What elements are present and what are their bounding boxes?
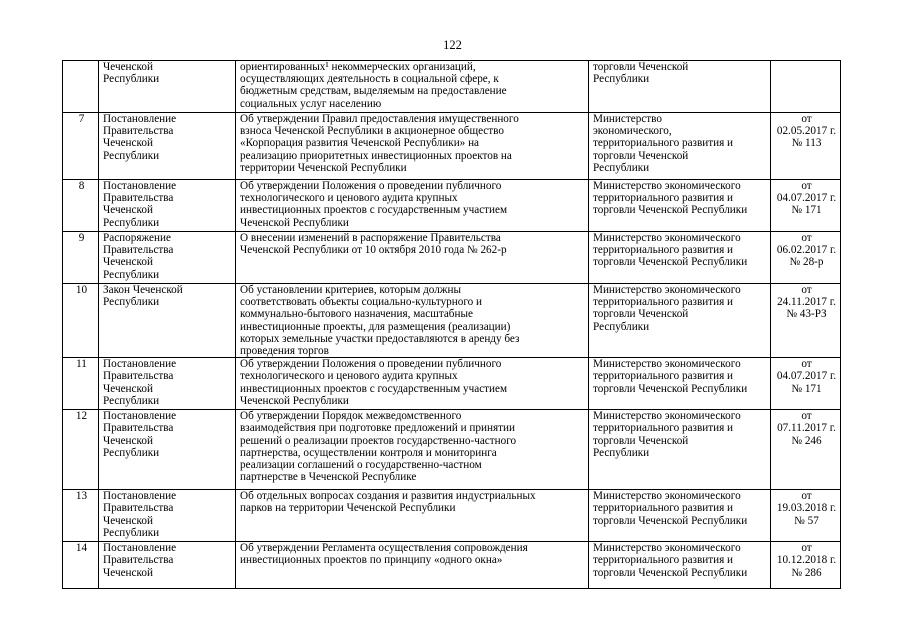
table-row: [63, 61, 841, 113]
document-title-line: партнерстве в Чеченской Республике: [240, 471, 417, 484]
row-number: 10: [63, 284, 99, 358]
table-row: [63, 113, 841, 180]
document-type-line: Правительства: [103, 244, 174, 257]
document-type-line: Республики: [103, 526, 160, 539]
document-title-line: Чеченской Республики: [240, 394, 349, 407]
responsible-body: [589, 410, 771, 490]
responsible-body-line: торговли Чеченской Республики: [593, 204, 748, 217]
row-number: 14: [63, 542, 99, 589]
document-title-line: инвестиционных проектов по принципу «одного окна»: [240, 554, 503, 567]
document-type-line: Республики: [103, 73, 160, 86]
document-title-line: взноса Чеченской Республики в акционерное общество: [240, 125, 504, 138]
document-type: [99, 232, 236, 284]
table-row: [63, 358, 841, 410]
document-title-line: «Корпорация развития Чеченской Республики» на: [240, 137, 480, 150]
document-date-number: от 04.07.2017 г. № 171: [771, 358, 841, 410]
document-date-number: от 07.11.2017 г. № 246: [771, 410, 841, 490]
document-type: [99, 61, 236, 113]
responsible-body: [589, 61, 771, 113]
document-type-line: Правительства: [103, 192, 174, 205]
responsible-body-line: Министерство экономического: [593, 542, 741, 555]
row-number: 12: [63, 410, 99, 490]
document-type-line: Закон Чеченской: [103, 284, 183, 296]
document-type-line: Правительства: [103, 125, 174, 138]
document-type-line: Постановление: [103, 542, 177, 555]
document-title: [236, 180, 589, 232]
document-type-line: Чеченской: [103, 434, 153, 447]
document-type-line: Распоряжение: [103, 232, 171, 244]
document-type-line: Постановление: [103, 113, 177, 125]
document-title: [236, 490, 589, 542]
document-title-line: проведения торгов: [240, 345, 329, 358]
responsible-body-line: торговли Чеченской: [593, 308, 689, 321]
responsible-body: [589, 542, 771, 589]
row-number: [63, 61, 99, 113]
document-type-line: Республики: [103, 149, 160, 162]
document-title-line: Об установлении критериев, которым должны: [240, 284, 462, 296]
document-type-line: Чеченской: [103, 382, 153, 395]
document-title: [236, 284, 589, 358]
document-type-line: Правительства: [103, 554, 174, 567]
document-type-line: Постановление: [103, 358, 177, 371]
document-title-line: коммунально-бытового назначения, масштабные: [240, 308, 473, 321]
document-title-line: парков на территории Чеченской Республики: [240, 502, 456, 515]
document-type-line: Чеченской: [103, 61, 153, 73]
document-title-line: социальных услуг населению: [240, 97, 382, 110]
document-date-number: [771, 61, 841, 113]
responsible-body-line: Министерство экономического: [593, 358, 741, 371]
documents-table: [62, 60, 841, 589]
table-row: [63, 490, 841, 542]
document-title-line: Чеченской Республики: [240, 216, 349, 229]
document-title-line: О внесении изменений в распоряжение Правительства: [240, 232, 501, 244]
row-number: 8: [63, 180, 99, 232]
document-type-line: Чеченской: [103, 204, 153, 217]
responsible-body-line: Министерство экономического: [593, 410, 741, 423]
document-type-line: Чеченской: [103, 514, 153, 527]
document-title: [236, 358, 589, 410]
document-title-line: Об утверждении Регламента осуществления сопровождения: [240, 542, 528, 555]
document-type: [99, 284, 236, 358]
document-type: [99, 113, 236, 180]
row-number: 13: [63, 490, 99, 542]
document-type-line: Правительства: [103, 422, 174, 435]
document-title-line: Об утверждении Правил предоставления имущественного: [240, 113, 519, 125]
document-type-line: Республики: [103, 446, 160, 459]
responsible-body-line: Республики: [593, 161, 650, 174]
document-date-number: от 06.02.2017 г. № 28-р: [771, 232, 841, 284]
document-date-number: от 10.12.2018 г. № 286: [771, 542, 841, 589]
responsible-body: [589, 358, 771, 410]
document-type-line: Постановление: [103, 490, 177, 503]
responsible-body-line: территориального развития и: [593, 370, 734, 383]
document-date-number: от 04.07.2017 г. № 171: [771, 180, 841, 232]
responsible-body-line: территориального развития и: [593, 192, 734, 205]
responsible-body-line: Министерство экономического: [593, 284, 741, 296]
document-type-line: Правительства: [103, 370, 174, 383]
responsible-body-line: территориального развития и: [593, 137, 734, 150]
responsible-body-line: территориального развития и: [593, 502, 734, 515]
responsible-body: [589, 232, 771, 284]
responsible-body-line: торговли Чеченской Республики: [593, 514, 748, 527]
document-type: [99, 180, 236, 232]
document-title-line: реализации соглашений о государственно-частном: [240, 459, 482, 472]
responsible-body-line: экономического,: [593, 125, 672, 138]
table-row: [63, 542, 841, 589]
document-title-line: Чеченской Республики от 10 октября 2010 года № 262-р: [240, 244, 507, 257]
document-date-number: от 24.11.2017 г. № 43-РЗ: [771, 284, 841, 358]
responsible-body-line: Министерство экономического: [593, 180, 741, 192]
document-type-line: Постановление: [103, 180, 177, 192]
responsible-body-line: Республики: [593, 446, 650, 459]
responsible-body-line: торговли Чеченской Республики: [593, 256, 748, 269]
document-title-line: ориентированных¹ некоммерческих организаций,: [240, 61, 476, 73]
document-title-line: технологического и ценового аудита крупных: [240, 192, 458, 205]
table-row: [63, 232, 841, 284]
document-type-line: Чеченской: [103, 256, 153, 269]
document-title-line: инвестиционных проектов с государственным участием: [240, 382, 508, 395]
document-type: [99, 358, 236, 410]
responsible-body: [589, 284, 771, 358]
responsible-body-line: Министерство экономического: [593, 232, 741, 244]
responsible-body-line: Республики: [593, 73, 650, 86]
document-title-line: Об утверждении Положения о проведении публичного: [240, 358, 502, 371]
responsible-body-line: Республики: [593, 320, 650, 333]
document-title-line: технологического и ценового аудита крупных: [240, 370, 458, 383]
responsible-body-line: территориального развития и: [593, 422, 734, 435]
document-type-line: Чеченской: [103, 137, 153, 150]
document-title-line: реализацию приоритетных инвестиционных проектов на: [240, 149, 512, 162]
responsible-body: [589, 180, 771, 232]
document-type-line: Чеченской: [103, 566, 153, 579]
responsible-body-line: торговли Чеченской: [593, 149, 689, 162]
table-row: [63, 284, 841, 358]
row-number: 7: [63, 113, 99, 180]
document-title-line: территории Чеченской Республики: [240, 161, 407, 174]
document-title-line: бюджетным средствам, выделяемым на предоставление: [240, 85, 507, 98]
responsible-body: [589, 113, 771, 180]
document-title-line: осуществляющих деятельность в социальной сфере, к: [240, 73, 499, 86]
document-title-line: взаимодействия при подготовке предложений и принятии: [240, 422, 515, 435]
document-title-line: партнерства, осуществлении контроля и мониторинга: [240, 446, 497, 459]
document-title-line: соответствовать объекты социально-культурного и: [240, 296, 483, 309]
table-row: [63, 180, 841, 232]
document-type: [99, 410, 236, 490]
document-title-line: Об утверждении Порядок межведомственного: [240, 410, 462, 423]
document-title-line: решений о реализации проектов государственно-частного: [240, 434, 517, 447]
document-title-line: Об утверждении Положения о проведении публичного: [240, 180, 502, 192]
document-type-line: Постановление: [103, 410, 177, 423]
row-number: 11: [63, 358, 99, 410]
document-title-line: инвестиционных проектов с государственным участием: [240, 204, 508, 217]
document-type-line: Правительства: [103, 502, 174, 515]
responsible-body-line: территориального развития и: [593, 554, 734, 567]
responsible-body-line: территориального развития и: [593, 244, 734, 257]
page-number: 122: [443, 38, 462, 52]
document-date-number: от 02.05.2017 г. № 113: [771, 113, 841, 180]
document-type: [99, 542, 236, 589]
document-title: [236, 542, 589, 589]
document-type-line: Республики: [103, 296, 160, 309]
document-title-line: Об отдельных вопросах создания и развития индустриальных: [240, 490, 536, 503]
document-type-line: Республики: [103, 216, 160, 229]
responsible-body: [589, 490, 771, 542]
document-type-line: Республики: [103, 268, 160, 281]
row-number: 9: [63, 232, 99, 284]
document-title: [236, 113, 589, 180]
responsible-body-line: торговли Чеченской: [593, 434, 689, 447]
document-title: [236, 232, 589, 284]
responsible-body-line: торговли Чеченской Республики: [593, 566, 748, 579]
responsible-body-line: территориального развития и: [593, 296, 734, 309]
document-title-line: которых земельные участки предоставляются в аренду без: [240, 332, 520, 345]
responsible-body-line: Министерство: [593, 113, 662, 125]
responsible-body-line: торговли Чеченской Республики: [593, 382, 748, 395]
document-title: [236, 410, 589, 490]
document-title-line: инвестиционные проекты, для размещения (реализации): [240, 320, 511, 333]
document-type: [99, 490, 236, 542]
responsible-body-line: торговли Чеченской: [593, 61, 689, 73]
responsible-body-line: Министерство экономического: [593, 490, 741, 503]
table-row: [63, 410, 841, 490]
document-date-number: от 19.03.2018 г. № 57: [771, 490, 841, 542]
document-title: [236, 61, 589, 113]
document-type-line: Республики: [103, 394, 160, 407]
